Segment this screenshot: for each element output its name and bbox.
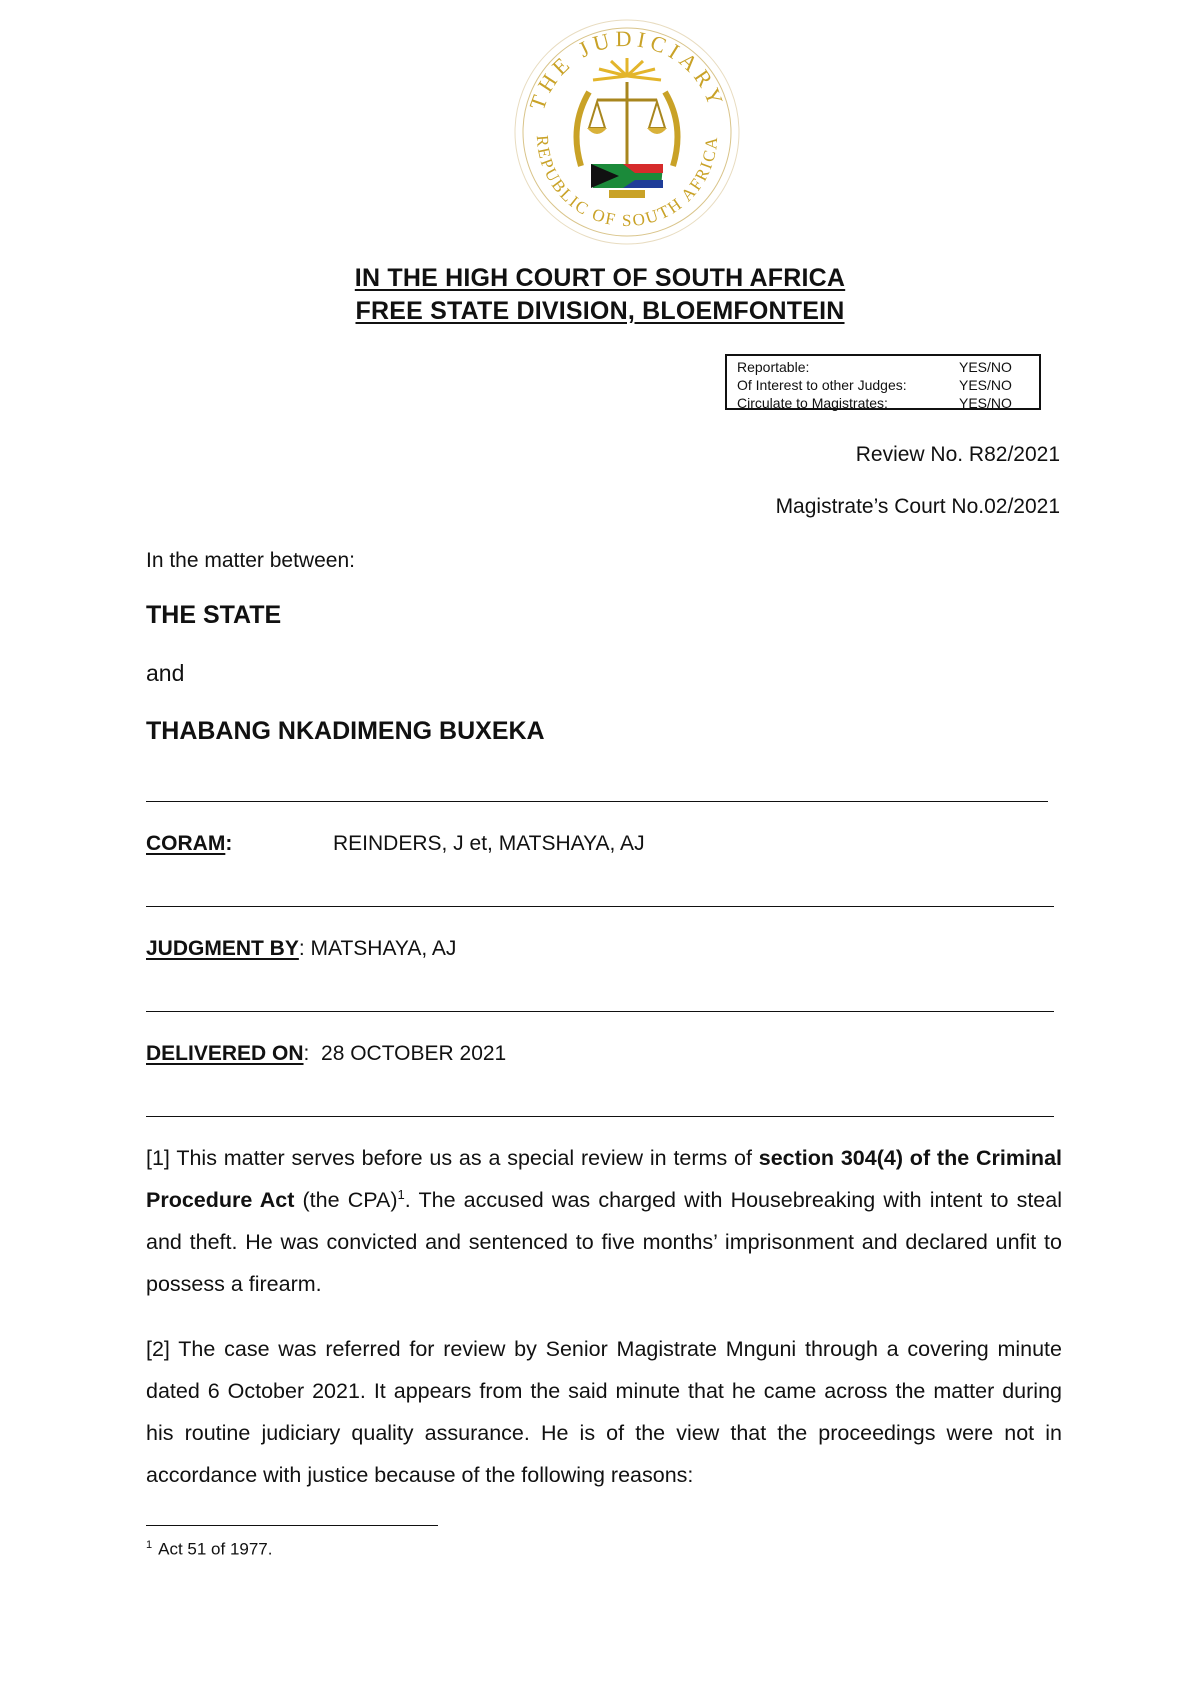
review-number: Review No. R82/2021 (855, 443, 1060, 466)
svg-text:THE JUDICIARY: THE JUDICIARY (524, 25, 730, 114)
divider-line (146, 1011, 1054, 1012)
delivered-on-label: DELIVERED ON (146, 1042, 304, 1065)
paragraph-1-text: [1] This matter serves before us as a special review in terms of (146, 1146, 759, 1170)
judgment-by-value: : MATSHAYA, AJ (298, 937, 457, 960)
court-title-line1: IN THE HIGH COURT OF SOUTH AFRICA (354, 264, 846, 292)
court-title-line2: FREE STATE DIVISION, BLOEMFONTEIN (355, 297, 845, 325)
reportability-box (725, 354, 1041, 410)
report-value: YES/NO (959, 359, 1012, 375)
coram-label-row (146, 832, 232, 856)
party-accused: THABANG NKADIMENG BUXEKA (146, 717, 545, 745)
paragraph-1 (146, 1137, 1062, 1305)
judgment-by-label: JUDGMENT BY (146, 937, 299, 960)
coram-label: CORAM (146, 832, 226, 855)
judgment-by-row (146, 937, 456, 961)
divider-line (146, 1116, 1054, 1117)
report-label: Of Interest to other Judges: (737, 377, 907, 393)
divider-line (146, 906, 1054, 907)
delivered-on-value: : 28 OCTOBER 2021 (303, 1042, 507, 1065)
paragraph-2: [2] The case was referred for review by Senior Magistrate Mnguni through a covering minute dated 6 October 2021. It appears from the said minute that he came across the matter during his routine judiciary quality assurance. He is of the view that the proceedings were not in accordance with justice because of the following reasons: (146, 1337, 1062, 1487)
magistrate-court-number: Magistrate’s Court No.02/2021 (775, 495, 1060, 518)
footnote-reference[interactable]: 1 (397, 1186, 405, 1202)
svg-text:REPUBLIC OF SOUTH AFRICA: REPUBLIC OF SOUTH AFRICA (532, 134, 722, 231)
footnote-text: Act 51 of 1977. (158, 1539, 273, 1559)
and-connector: and (146, 660, 185, 686)
report-label: Circulate to Magistrates: (737, 395, 888, 411)
paragraph-1-text: (the CPA) (294, 1188, 398, 1212)
report-value: YES/NO (959, 377, 1012, 393)
divider-line (146, 801, 1048, 802)
report-value: YES/NO (959, 395, 1012, 411)
paragraph-1-text: . The accused was charged with Housebreaking with intent to steal and theft. He was convicted and sentenced to five months’ imprisonment and declared unfit to possess a firearm. (146, 1188, 1063, 1296)
footnote (146, 1539, 273, 1560)
coram-value: REINDERS, J et, MATSHAYA, AJ (333, 832, 645, 855)
delivered-on-row (146, 1042, 506, 1066)
paragraph-1-statute: section 304(4) of the Criminal Procedure Act (146, 1146, 1062, 1212)
report-row-interest (737, 376, 1029, 394)
footnote-mark: 1 (146, 1539, 153, 1551)
party-state: THE STATE (146, 601, 282, 629)
footnote-separator (146, 1525, 438, 1526)
coram-colon: : (225, 832, 233, 855)
matter-between-label: In the matter between: (146, 549, 355, 572)
report-label: Reportable: (737, 359, 810, 375)
report-row-circulate (737, 394, 1029, 412)
judiciary-seal-logo (511, 16, 743, 248)
report-row-reportable (737, 358, 1029, 376)
